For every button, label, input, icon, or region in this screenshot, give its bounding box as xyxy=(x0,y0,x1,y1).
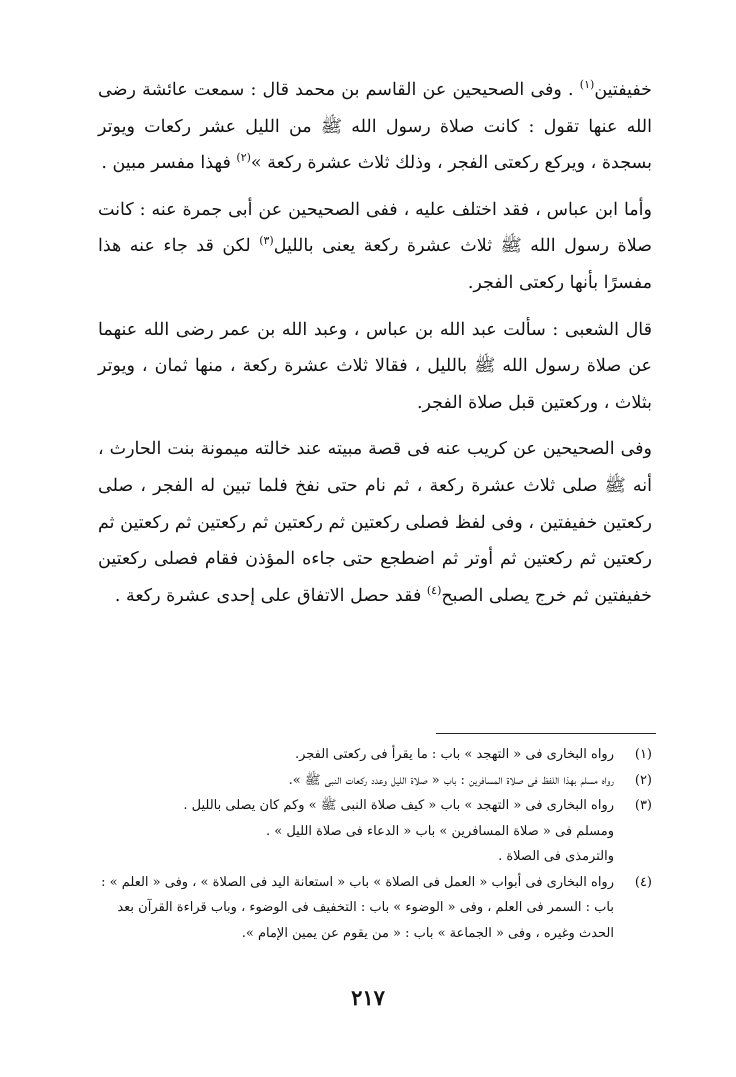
paragraph-4 xyxy=(98,431,652,614)
footnote-ref-3[interactable]: (٣) xyxy=(259,234,274,248)
footnote-line: رواه مسلم بهذا اللفظ فى صلاة المسافرين : باب « صلاة الليل وعدد ركعات النبى ﷺ ». xyxy=(288,772,614,788)
footnote-line: باب : السمر فى العلم ، وفى « الوضوء » باب : التخفيف فى الوضوء ، وباب قراءة القرآن بعد xyxy=(117,900,614,915)
footnote-2 xyxy=(92,768,652,794)
footnote-number: (٤) xyxy=(634,874,652,890)
footnote-4 xyxy=(92,870,652,947)
paragraph-1-text-b: . وفى الصحيحين عن القاسم بن محمد قال : سمعت عائشة رضى الله عنها تقول : كانت صلاة رسول الله ﷺ من الليل عشر ركعات ويوتر بسجدة ، ويركع ركعتى الفجر ، وذلك ثلاث عشرة ركعة » xyxy=(98,80,652,174)
footnote-3 xyxy=(92,793,652,870)
footnote-ref-1[interactable]: (١) xyxy=(579,78,595,92)
footnote-line: رواه البخارى فى « التهجد » باب : ما يقرأ فى ركعتى الفجر. xyxy=(294,747,614,762)
paragraph-3: قال الشعبى : سألت عبد الله بن عباس ، وعبد الله بن عمر رضى الله عنهما عن صلاة رسول الله ﷺ بالليل ، فقالا ثلاث عشرة ركعة ، منها ثمان ، ويوتر بثلاث ، وركعتين قبل صلاة الفجر. xyxy=(98,319,652,413)
footnote-ref-4[interactable]: (٤) xyxy=(426,583,442,597)
paragraph-4-text-a: وفى الصحيحين عن كريب عنه فى قصة مبيته عند خالته ميمونة بنت الحارث ، أنه ﷺ صلى ثلاث عشرة ركعة ، ثم نام حتى نفخ فلما تبين له الفجر ، صلى ركعتين خفيفتين ، وفى لفظ فصلى ركعتين ثم ركعتين ثم ركعتين ثم ركعتين ثم ركعتين ثم ركعتين ثم أوتر ثم اضطجع حتى جاءه المؤذن فقام فصلى ركعتين خفيفتين ثم خرج يصلى الصبح xyxy=(98,439,652,606)
footnote-ref-2[interactable]: (٢) xyxy=(236,151,251,165)
paragraph-1-text-a: خفيفتين xyxy=(594,80,652,100)
paragraph-4-text-b: فقد حصل الاتفاق على إحدى عشرة ركعة . xyxy=(114,585,427,606)
footnote-1 xyxy=(92,742,652,768)
footnote-body xyxy=(92,870,614,947)
footnote-line: الحدث وغيره ، وفى « الجماعة » باب : « من يقوم عن يمين الإمام ». xyxy=(241,925,614,941)
footnote-body xyxy=(92,742,614,768)
paragraph-1-text-c: فهذا مفسر مبين . xyxy=(101,153,237,174)
footnote-body xyxy=(92,768,614,794)
footnote-body xyxy=(92,793,614,870)
footnote-number: (٣) xyxy=(634,798,652,813)
footnote-line: والترمذى فى الصلاة . xyxy=(498,849,614,864)
footnote-number: (١) xyxy=(634,747,652,762)
main-text-body xyxy=(98,72,652,614)
footnotes-section xyxy=(92,742,652,946)
page-number: ٢١٧ xyxy=(351,985,385,1010)
footnote-number: (٢) xyxy=(634,772,652,788)
footnote-line: رواه البخارى فى أبواب « العمل فى الصلاة » باب « استعانة اليد فى الصلاة » ، وفى « العلم » : xyxy=(101,874,614,890)
paragraph-1 xyxy=(98,72,652,182)
footnote-divider xyxy=(436,733,656,734)
footnote-line: رواه البخارى فى « التهجد » باب « كيف صلاة النبى ﷺ » وكم كان يصلى بالليل . xyxy=(183,798,614,813)
paragraph-2 xyxy=(98,192,652,302)
paragraph-2-text-b: لكن قد جاء عنه هذا مفسرًا بأنها ركعتى الفجر. xyxy=(98,236,652,293)
footnote-line: ومسلم فى « صلاة المسافرين » باب « الدعاء فى صلاة الليل » . xyxy=(265,823,614,839)
paragraph-2-text-a: وأما ابن عباس ، فقد اختلف عليه ، ففى الصحيحين عن أبى جمرة عنه : كانت صلاة رسول الله ﷺ ثلاث عشرة ركعة يعنى بالليل xyxy=(98,199,652,257)
